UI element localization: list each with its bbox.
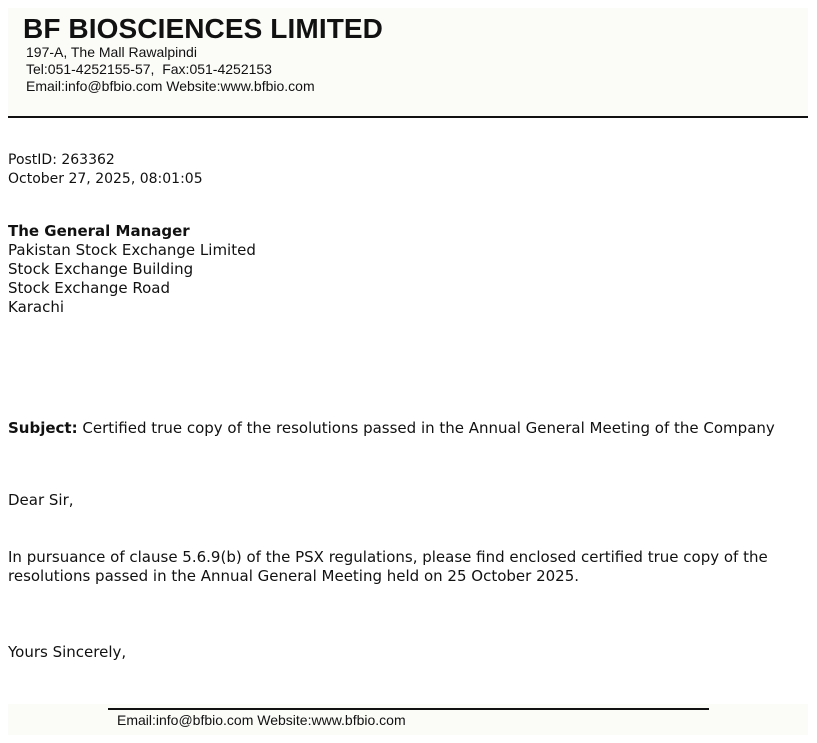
company-phone-fax: Tel:051-4252155-57, Fax:051-4252153 [26,61,272,77]
subject-label: Subject: [8,419,78,437]
subject-text: Certified true copy of the resolutions passed in the Annual General Meeting of the Company [82,419,775,437]
recipient-road: Stock Exchange Road [8,279,170,297]
closing: Yours Sincerely, [8,643,127,661]
post-datetime: October 27, 2025, 08:01:05 [8,171,203,187]
footer-contact: Email:info@bfbio.com Website:www.bfbio.com [117,712,406,728]
header-divider [8,116,808,118]
recipient-city: Karachi [8,298,65,316]
salutation: Dear Sir, [8,491,74,509]
recipient-building: Stock Exchange Building [8,260,194,278]
subject-line [8,419,783,438]
footer-divider [108,708,709,710]
letter-body: In pursuance of clause 5.6.9(b) of the PSX regulations, please find enclosed certified true copy of the resolutions passed in the Annual General Meeting held on 25 October 2025. [8,548,768,585]
company-address: 197-A, The Mall Rawalpindi [26,44,197,60]
company-name: BF BIOSCIENCES LIMITED [23,13,383,44]
company-contact: Email:info@bfbio.com Website:www.bfbio.com [26,78,315,94]
recipient-org: Pakistan Stock Exchange Limited [8,241,256,259]
post-id: PostID: 263362 [8,152,115,168]
letterhead [8,8,808,116]
recipient-title: The General Manager [8,222,190,240]
